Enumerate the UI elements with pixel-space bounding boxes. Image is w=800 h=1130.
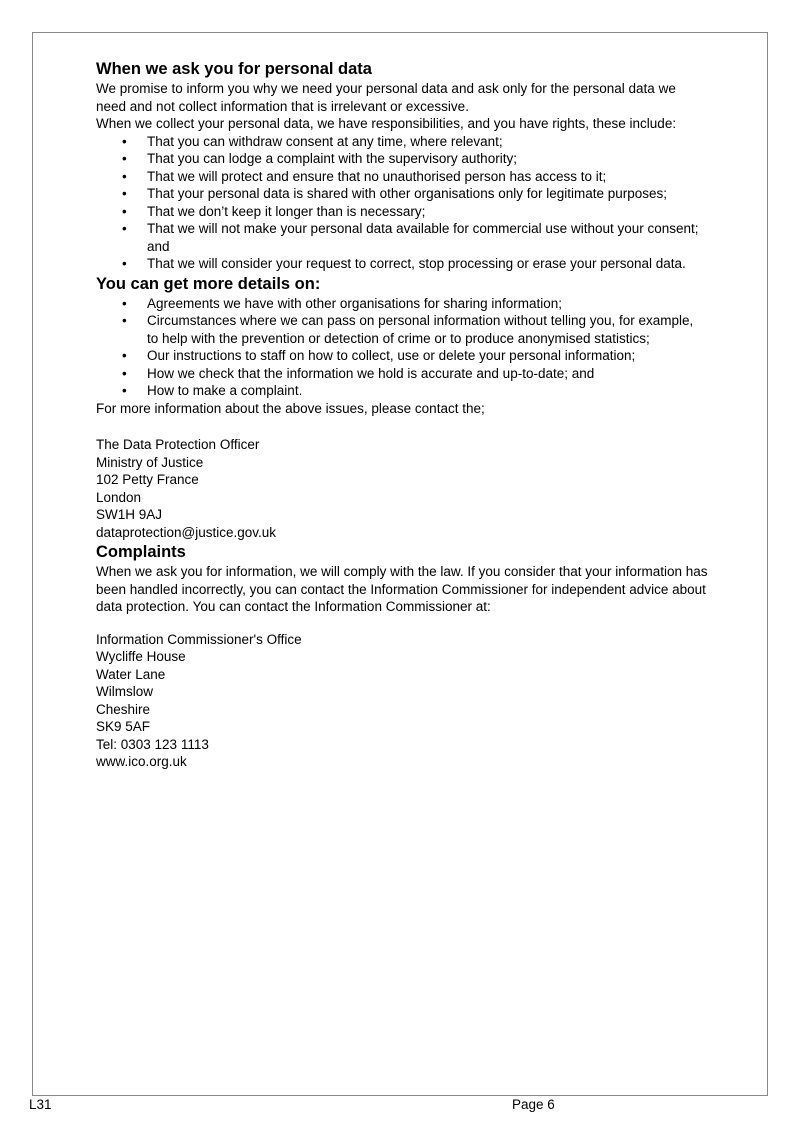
para-responsibilities: When we collect your personal data, we have responsibilities, and you have rights, these include: [96,116,677,131]
list-item: • Circumstances where we can pass on personal information without telling you, for example, to help with the prevention or detection of crime or to produce anonymised statistics; [96,312,708,347]
address-line: SW1H 9AJ [96,507,163,522]
list-item: • That your personal data is shared with other organisations only for legitimate purposes; [96,185,708,203]
list-item: • Our instructions to staff on how to collect, use or delete your personal information; [96,347,708,365]
para-promise: We promise to inform you why we need your personal data and ask only for the personal data we need and not collect information that is irrelevant or excessive. [96,81,676,114]
rights-list [96,133,708,273]
dpo-email: dataprotection@justice.gov.uk [96,524,277,540]
address-line: Tel: 0303 123 1113 [96,736,209,752]
page-border [32,32,768,1096]
address-line: 102 Petty France [96,472,199,487]
details-list [96,295,708,400]
heading-more-details: You can get more details on: [96,274,321,293]
list-item: • That we don’t keep it longer than is necessary; [96,203,708,221]
heading-complaints: Complaints [96,543,186,561]
address-line: www.ico.org.uk [96,754,187,769]
address-line: The Data Protection Officer [96,437,260,452]
document-content [96,58,708,771]
address-line: Wycliffe House [96,649,186,664]
address-line: London [96,489,142,505]
address-line: SK9 5AF [96,719,151,734]
para-more-info: For more information about the above issues, please contact the; [96,400,485,416]
address-line: Ministry of Justice [96,454,204,470]
ico-address [96,631,708,771]
list-item: • How to make a complaint. [96,382,708,400]
address-line: Information Commissioner's Office [96,631,302,647]
address-line: Cheshire [96,701,151,717]
dpo-address [96,436,708,524]
list-item: • Agreements we have with other organisations for sharing information; [96,295,708,313]
address-line: Water Lane [96,666,166,682]
list-item: • How we check that the information we hold is accurate and up-to-date; and [96,365,708,383]
list-item: • That we will consider your request to correct, stop processing or erase your personal data. [96,255,708,273]
list-item: • That you can lodge a complaint with the supervisory authority; [96,150,708,168]
list-item: • That we will protect and ensure that no unauthorised person has access to it; [96,168,708,186]
footer-doc-code: L31 [29,1097,52,1112]
list-item: • That we will not make your personal data available for commercial use without your consent; and [96,220,708,255]
para-complaints: When we ask you for information, we will comply with the law. If you consider that your information has been handled incorrectly, you can contact the Information Commissioner for independent advice about data protection. You can contact the Information Commissioner at: [96,564,708,614]
heading-personal-data: When we ask you for personal data [96,60,372,78]
address-line: Wilmslow [96,684,153,699]
footer-page-number: Page 6 [512,1097,555,1112]
list-item: • That you can withdraw consent at any time, where relevant; [96,133,708,151]
